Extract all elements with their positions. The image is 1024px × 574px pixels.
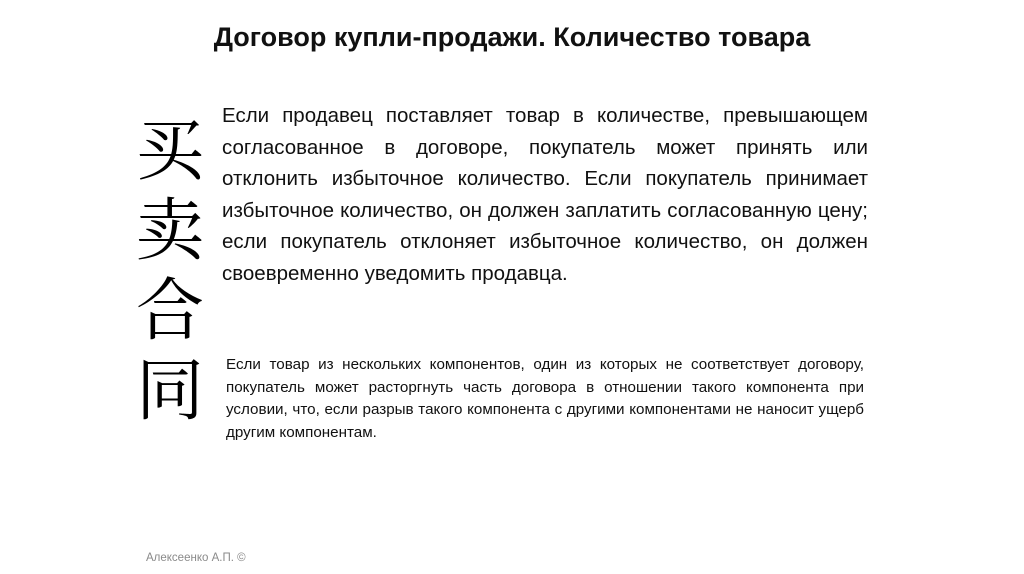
main-paragraph: Если продавец поставляет товар в количестве, превышающем согласованное в договоре, покупатель может принять или отклонить избыточное количество. Если покупатель принимает избыточное количество, он должен заплатить согласованную цену; если покупатель отклоняет избыточное количество, он должен своевременно уведомить продавца.: [222, 104, 868, 285]
vertical-chinese-title: [128, 112, 212, 432]
hanzi-char-2: 卖: [135, 192, 204, 271]
hanzi-char-3: 合: [135, 272, 204, 351]
hanzi-char-4: 同: [135, 352, 204, 431]
hanzi-char-1: 买: [135, 112, 204, 191]
footer-author: Алексеенко А.П. ©: [146, 552, 246, 564]
slide-title: Договор купли-продажи. Количество товара: [213, 22, 811, 52]
secondary-paragraph: Если товар из нескольких компонентов, один из которых не соответствует договору, покупатель может расторгнуть часть договора в отношении такого компонента при условии, что, если разрыв такого компонента с другими компонентами не наносит ущерб другим компонентам.: [226, 356, 864, 441]
